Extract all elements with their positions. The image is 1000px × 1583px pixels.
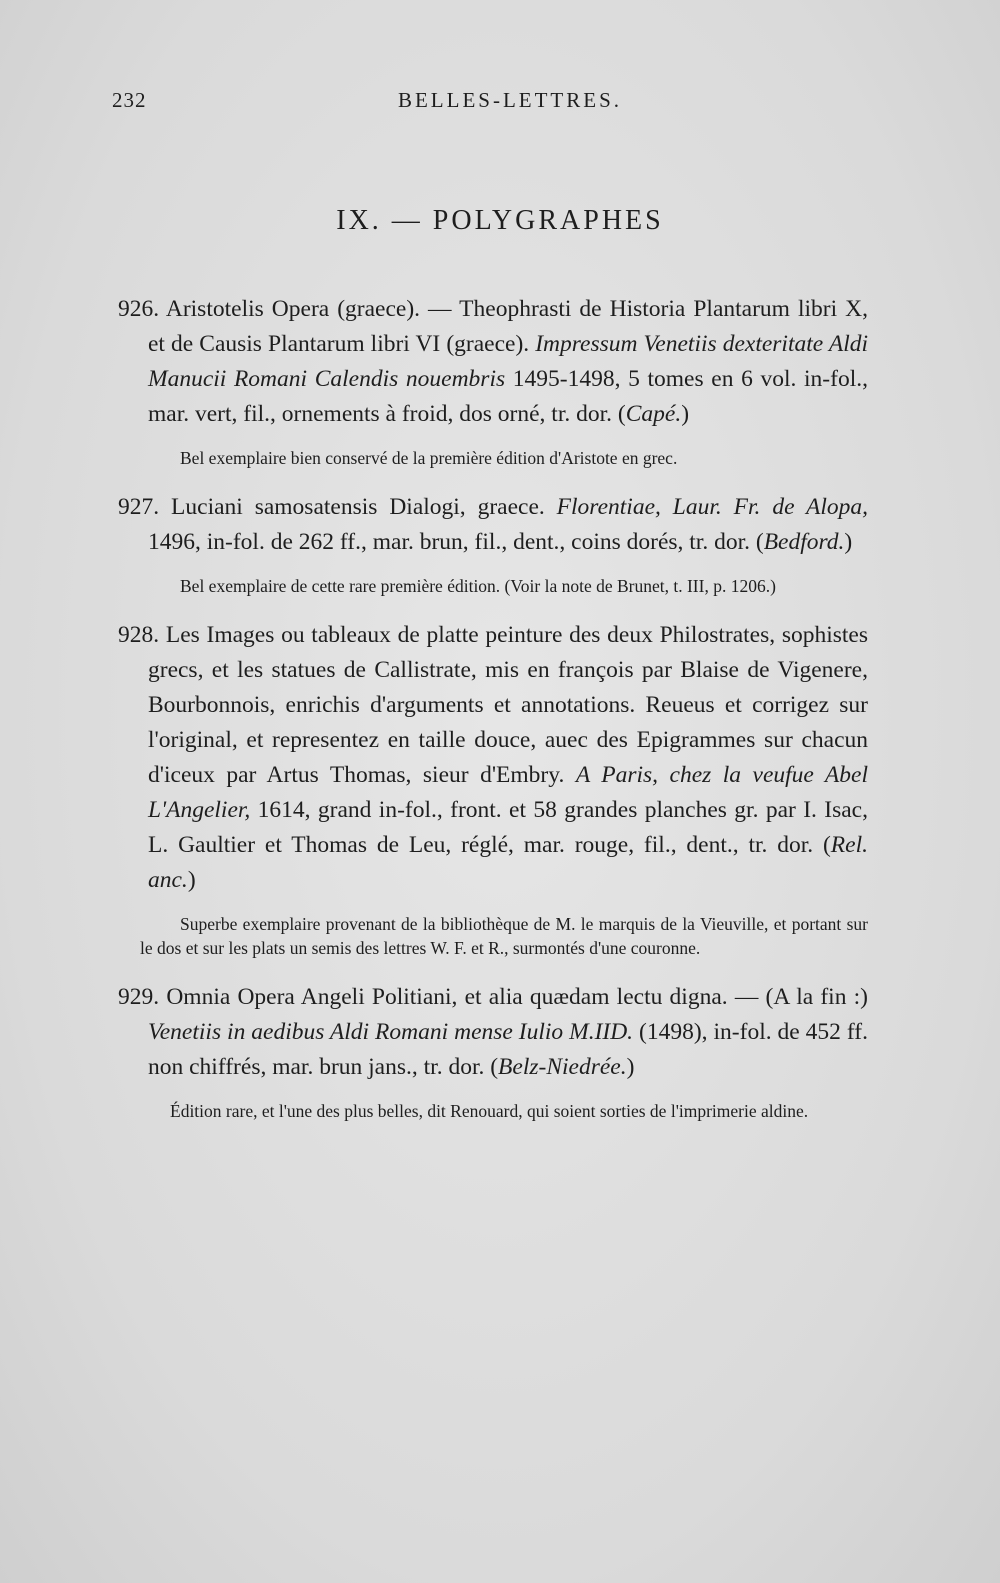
entry-note: Édition rare, et l'une des plus belles, dit Renouard, qui soient sorties de l'imprimerie aldine.: [170, 1101, 809, 1121]
entry-binder: Belz-Niedrée.: [498, 1054, 627, 1080]
entry-number: 927.: [118, 494, 160, 520]
entry-binder: Capé.: [625, 401, 682, 427]
entry-binder: Bedford.: [763, 529, 845, 555]
entry-title: Omnia Opera Angeli Politiani, et alia quædam lectu digna. — (A la fin :): [166, 984, 868, 1010]
entry-closing: ): [681, 401, 690, 427]
entry-description: [118, 980, 868, 1085]
entry-closing: ): [187, 867, 196, 893]
entry-closing: ): [626, 1054, 635, 1080]
entry-note: Bel exemplaire de cette rare première édition. (Voir la note de Brunet, t. III, p. 1206.): [180, 576, 776, 596]
entry-imprint: A Paris, chez la veufue Abel L'Angelier,: [148, 762, 868, 823]
entry-collation: (1498), in-fol. de 452 ff. non chiffrés, mar. brun jans., tr. dor. (: [148, 1019, 868, 1080]
catalogue-entry-926: [118, 292, 869, 470]
entry-title: Aristotelis Opera (graece). — Theophrasti de Historia Plantarum libri X, et de Causis Plantarum libri VI (graece).: [148, 296, 868, 357]
entry-number: 926.: [118, 296, 160, 322]
page-header: [0, 88, 1000, 118]
catalogue-entry-929: [118, 980, 868, 1123]
entry-description: [118, 618, 868, 898]
entry-note: Superbe exemplaire provenant de la bibliothèque de M. le marquis de la Vieuville, et portant sur le dos et sur les plats un semis des lettres W. F. et R., surmontés d'une couronne.: [140, 914, 868, 958]
catalogue-entry-927: [118, 490, 868, 598]
entry-closing: ): [844, 529, 853, 555]
catalogue-entries: [118, 292, 869, 1143]
entry-collation: 1495-1498, 5 tomes en 6 vol. in-fol., mar. vert, fil., ornements à froid, dos orné, tr. dor. (: [148, 366, 868, 427]
entry-number: 928.: [118, 622, 160, 648]
entry-note: Bel exemplaire bien conservé de la première édition d'Aristote en grec.: [180, 448, 678, 468]
entry-imprint: Impressum Venetiis dexteritate Aldi Manucii Romani Calendis nouembris: [148, 331, 869, 392]
page-number: 232: [112, 88, 147, 112]
entry-binder: Rel. anc.: [148, 832, 868, 893]
entry-number: 929.: [118, 984, 160, 1010]
catalogue-entry-928: [118, 618, 868, 960]
entry-imprint: Florentiae, Laur. Fr. de Alopa,: [556, 494, 868, 520]
section-title: IX. — POLYGRAPHES: [336, 205, 664, 236]
entry-title: Luciani samosatensis Dialogi, graece.: [171, 494, 545, 520]
entry-description: [118, 490, 868, 560]
entry-description: [118, 292, 869, 432]
entry-collation: 1496, in-fol. de 262 ff., mar. brun, fil., dent., coins dorés, tr. dor. (: [148, 529, 764, 555]
entry-title: Les Images ou tableaux de platte peinture des deux Philostrates, sophistes grecs, et les statues de Callistrate, mis en françois par Blaise de Vigenere, Bourbonnois, enrichis d'arguments et annotations. Reueus et corrigez sur l'original, et representez en taille douce, auec des Epigrammes sur chacun d'iceux par Artus Thomas, sieur d'Embry.: [148, 622, 868, 788]
running-head: BELLES-LETTRES.: [397, 88, 623, 112]
entry-collation: 1614, grand in-fol., front. et 58 grandes planches gr. par I. Isac, L. Gaultier et Thomas de Leu, réglé, mar. rouge, fil., dent., tr. dor. (: [148, 797, 868, 858]
entry-imprint: Venetiis in aedibus Aldi Romani mense Iulio M.IID.: [148, 1019, 634, 1045]
